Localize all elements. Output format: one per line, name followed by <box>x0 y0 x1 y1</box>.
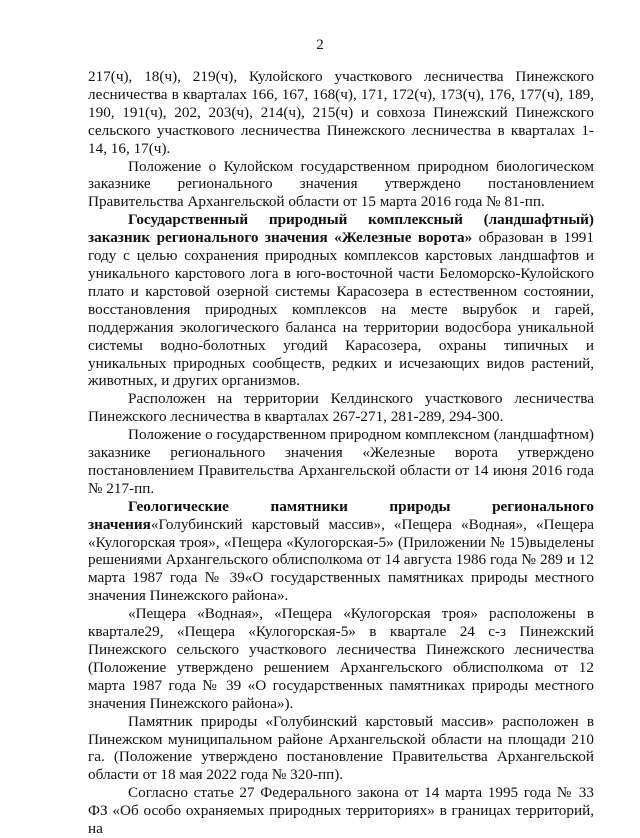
paragraph-1-text: 217(ч), 18(ч), 219(ч), Кулойского участкового лесничества Пинежского лесничества в кварталах 166, 167, 168(ч), 171, 172(ч), 173(ч), 176, 177(ч), 189, 190, 191(ч), 202, 203(ч), 214(ч), 215(ч) и совхоза Пинежский Пинежского сельского участкового лесничества Пинежского лесничества в кварталах 1-14, 16, 17(ч). <box>88 68 594 157</box>
paragraph-8-text: Памятник природы «Голубинский карстовый массив» расположен в Пинежском муниципальном районе Архангельской области на площади 210 га. (Положение утверждено постановление Правительства Архангельской области от 18 мая 2022 года № 320-пп). <box>88 712 594 784</box>
paragraph-3-text: образован в 1991 году с целью сохранения природных комплексов карстовых ландшафтов и уникального карстового лога в юго-восточной части Беломорско-Кулойского плато и карстовой озерной системы Карасозера в естественном состоянии, восстановления природных комплексов на месте вырубок и гарей, поддержания экологического баланса на территории водосбора уникальной системы водно-болотных угодий Карасозера, охраны типичных и уникальных природных сообществ, редких и исчезающих видов растений, животных, и других организмов. <box>88 229 594 390</box>
paragraph-2 <box>88 158 594 212</box>
paragraph-5-text: Положение о государственном природном комплексном (ландшафтном) заказнике регионального значения «Железные ворота утверждено постановлением Правительства Архангельской области от 14 июня 2016 года № 217-пп. <box>88 426 594 497</box>
paragraph-2-text: Положение о Кулойском государственном природном биологическом заказнике регионального значения утверждено постановлением Правительства Архангельской области от 15 марта 2016 года № 81-пп. <box>88 157 594 211</box>
paragraph-7 <box>88 605 594 712</box>
page-number: 2 <box>316 37 324 53</box>
geological-monuments-heading: Геологические памятники природы регионального значения <box>88 497 594 533</box>
paragraph-6-text: «Голубинский карстовый массив», «Пещера «Водная», «Пещера «Кулогорская троя», «Пещера «Кулогорская-5» (Приложении № 15)выделены решениями Архангельского облисполкома от 14 августа 1986 года № 289 и 12 марта 1987 года № 39«О государственных памятниках природы местного значения Пинежского района». <box>88 515 594 605</box>
paragraph-4-text: Расположен на территории Келдинского участкового лесничества Пинежского лесничества в кварталах 267-271, 281-289, 294-300. <box>88 390 594 426</box>
paragraph-8 <box>88 713 594 785</box>
paragraph-5 <box>88 426 594 498</box>
paragraph-3 <box>88 211 594 390</box>
paragraph-6 <box>88 498 594 605</box>
paragraph-4 <box>88 390 594 426</box>
paragraph-1 <box>88 68 594 158</box>
paragraph-7-text: «Пещера «Водная», «Пещера «Кулогорская троя» расположены в квартале29, «Пещера «Кулогорская-5» в квартале 24 с-з Пинежский Пинежского сельского участкового лесничества Пинежского лесничества (Положение утверждено решением Архангельского облисполкома от 12 марта 1987 года № 39 «О государственных памятниках природы местного значения Пинежского района»). <box>88 605 594 712</box>
reserve-name-heading: Государственный природный комплексный (ландшафтный) заказник регионального значения «Железные ворота» <box>88 211 594 247</box>
paragraph-9-text: Согласно статье 27 Федерального закона от 14 марта 1995 года № 33 ФЗ «Об особо охраняемых природных территориях» в границах территорий, на <box>88 784 594 838</box>
paragraph-9 <box>88 784 594 838</box>
document-body <box>88 68 594 838</box>
